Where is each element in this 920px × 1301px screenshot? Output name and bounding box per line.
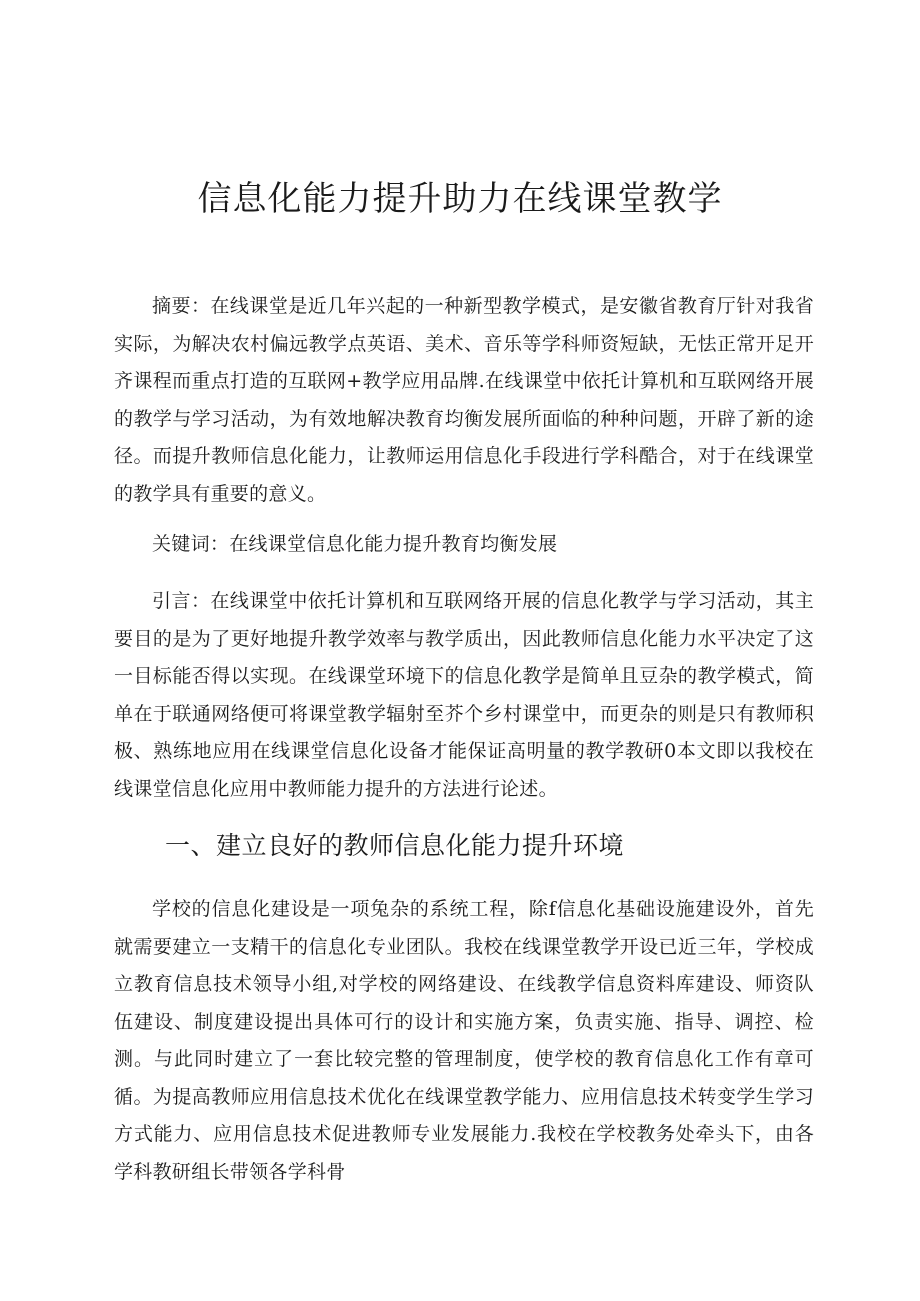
- keywords-paragraph: 关键词：在线课堂信息化能力提升教育均衡发展: [152, 533, 558, 555]
- section-heading: 一、建立良好的教师信息化能力提升环境: [165, 831, 625, 860]
- document-title: 信息化能力提升助力在线课堂教学: [197, 178, 723, 219]
- section-body-paragraph: 学校的信息化建设是一项兔杂的系统工程，除f信息化基础设施建设外，首先就需要建立一支精干的信息化专业团队。我校在线课堂教学开设已近三年，学校成立教育信息技术领导小组,对学校的网络建设、在线教学信息资料库建设、师资队伍建设、制度建设提出具体可行的设计和实施方案，负责实施、指导、调控、检测。与此同时建立了一套比较完整的管理制度，使学校的教育信息化工作有章可循。为提高教师应用信息技术优化在线课堂教学能力、应用信息技术转变学生学习方式能力、应用信息技术促进教师专业发展能力.我校在学校教务处牵头下，由各学科教研组长带领各学科骨: [114, 898, 814, 1183]
- abstract-paragraph: 摘要：在线课堂是近几年兴起的一种新型教学模式，是安徽省教育厅针对我省实际，为解决农村偏远教学点英语、美术、音乐等学科师资短缺，无怯正常开足开齐课程而重点打造的互联网+教学应用品牌.在线课堂中依托计算机和互联网络开展的教学与学习活动，为有效地解决教育均衡发展所面临的种种问题，开辟了新的途径。而提升教师信息化能力，让教师运用信息化手段进行学科酷合，对于在线课堂的教学具有重要的意义。: [114, 295, 814, 505]
- introduction-paragraph: 引言：在线课堂中依托计算机和互联网络开展的信息化教学与学习活动，其主要目的是为了更好地提升教学效率与教学质出，因此教师信息化能力水平决定了这一目标能否得以实现。在线课堂环境下的信息化教学是简单且豆杂的教学模式，简单在于联通网络便可将课堂教学辐射至芥个乡村课堂中，而更杂的则是只有教师积极、熟练地应用在线课堂信息化设备才能保证高明量的教学教研0本文即以我校在线课堂信息化应用中教师能力提升的方法进行论述。: [114, 590, 814, 800]
